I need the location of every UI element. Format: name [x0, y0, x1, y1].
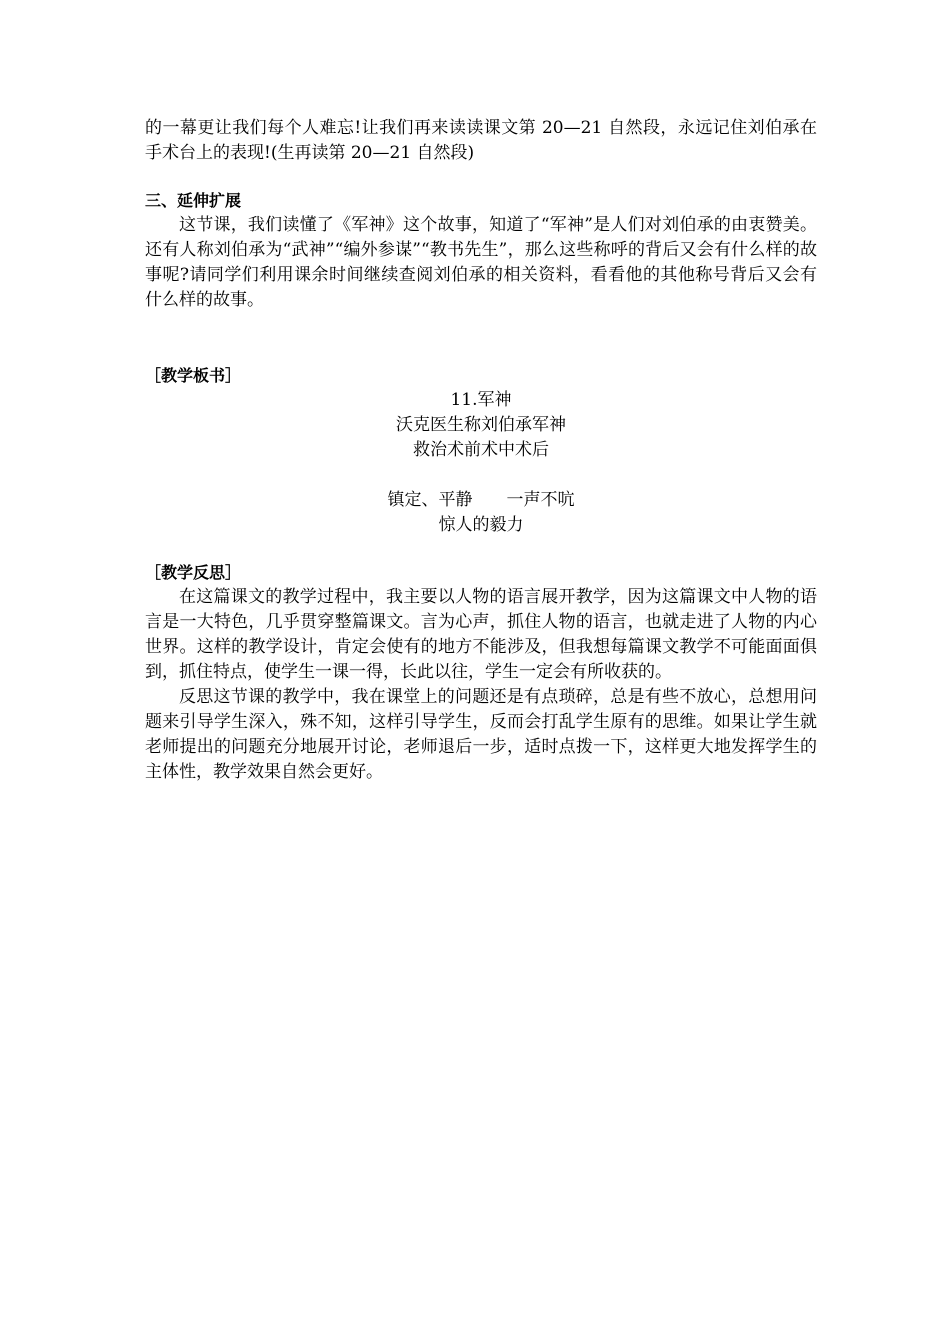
section3-paragraph: 这节课，我们读懂了《军神》这个故事，知道了“军神”是人们对刘伯承的由衷赞美。还有人称刘伯承为“武神”“编外参谋”“教书先生”，那么这些称呼的背后又会有什么样的故事呢?请同学们利用课余时间继续查阅刘伯承的相关资料，看看他的其他称号背后又会有什么样的故事。	[145, 215, 817, 310]
blackboard-notes	[145, 388, 817, 538]
reflection-paragraph-2: 反思这节课的教学中，我在课堂上的问题还是有点琐碎，总是有些不放心，总想用问题来引导学生深入，殊不知，这样引导学生，反而会打乱学生原有的思维。如果让学生就老师提出的问题充分地展开讨论，老师退后一步，适时点拨一下，这样更大地发挥学生的主体性，教学效果自然会更好。	[145, 687, 817, 782]
board-line-1: 沃克医生称刘伯承军神	[396, 415, 566, 435]
document-page	[145, 116, 817, 785]
section3-heading: 三、延伸扩展	[145, 191, 242, 210]
reflection-paragraph-1: 在这篇课文的教学过程中，我主要以人物的语言展开教学，因为这篇课文中人物的语言是一大特色，几乎贯穿整篇课文。言为心声，抓住人物的语言，也就走进了人物的内心世界。这样的教学设计，肯定会使有的地方不能涉及，但我想每篇课文教学不可能面面俱到，抓住特点，使学生一课一得，长此以往，学生一定会有所收获的。	[145, 587, 817, 682]
board-line-2: 救治术前术中术后	[413, 440, 549, 460]
board-title: 11.军神	[450, 390, 512, 410]
reflection-heading: ［教学反思］	[145, 563, 242, 582]
board-line-3-left: 镇定、平静	[387, 490, 473, 510]
board-line-3	[145, 488, 817, 513]
board-line-4: 惊人的毅力	[438, 515, 524, 535]
board-line-3-right: 一声不吭	[506, 490, 575, 510]
board-heading: ［教学板书］	[145, 366, 242, 385]
intro-paragraph: 的一幕更让我们每个人难忘!让我们再来读读课文第 20—21 自然段，永远记住刘伯承在手术台上的表现!(生再读第 20—21 自然段)	[145, 118, 817, 163]
